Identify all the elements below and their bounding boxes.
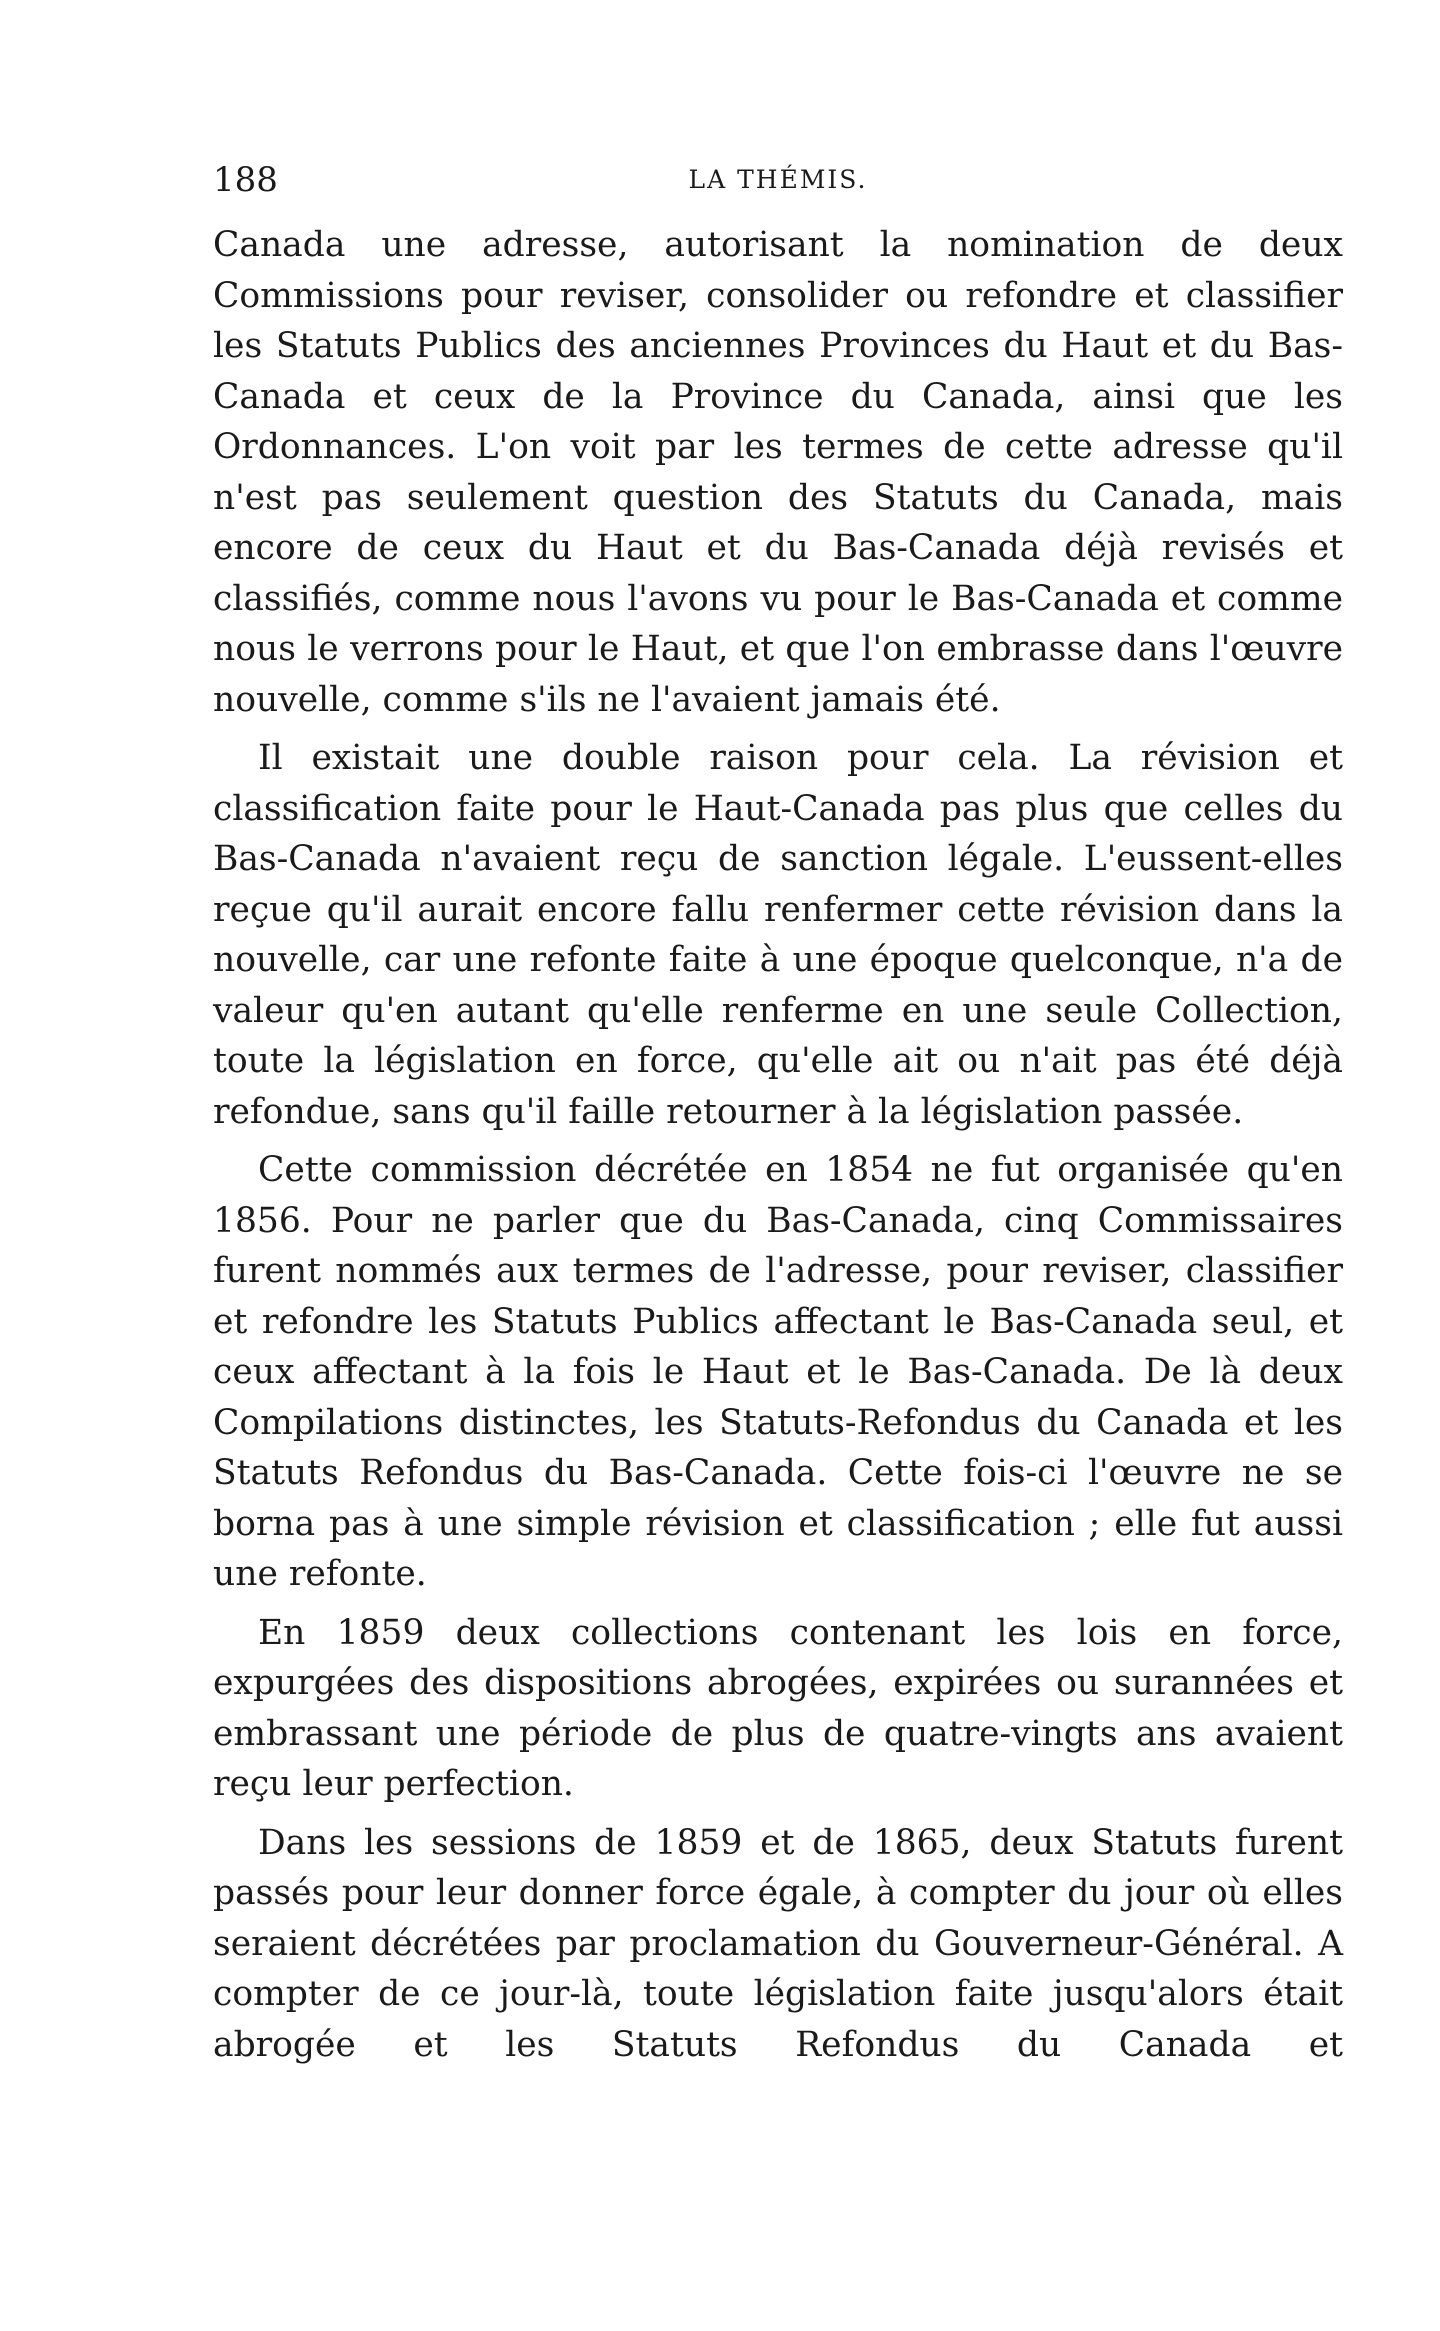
running-head [213, 150, 1343, 210]
paragraph-2: Il existait une double raison pour cela. La révision et classification faite pour le Haut-Canada pas plus que celles du Bas-Canada n'avaient reçu de sanction légale. L'eussent-elles reçue qu'il aurait encore fallu renfermer cette révision dans la nouvelle, car une refonte faite à une époque quelconque, n'a de valeur qu'en autant qu'elle renferme en une seule Collection, toute la législation en force, qu'elle ait ou n'ait pas été déjà refondue, sans qu'il faille retourner à la législation passée. [213, 738, 1343, 1132]
page-number: 188 [213, 160, 278, 200]
paragraph-5: Dans les sessions de 1859 et de 1865, deux Statuts furent passés pour leur donner force égale, à compter du jour où elles seraient décrétées par proclamation du Gouverneur-Général. A compter de ce jour-là, toute législation faite jusqu'alors était abrogée et les Statuts Refondus du Canada et [213, 1822, 1343, 2065]
paragraph-3: Cette commission décrétée en 1854 ne fut organisée qu'en 1856. Pour ne parler que du Bas-Canada, cinq Commissaires furent nommés aux termes de l'adresse, pour reviser, classifier et refondre les Statuts Publics affectant le Bas-Canada seul, et ceux affectant à la fois le Haut et le Bas-Canada. De là deux Compilations distinctes, les Statuts-Refondus du Canada et les Statuts Refondus du Bas-Canada. Cette fois-ci l'œuvre ne se borna pas à une simple révision et classification ; elle fut aussi une refonte. [213, 1150, 1343, 1594]
paragraph-4: En 1859 deux collections contenant les lois en force, expurgées des dispositions abrogées, expirées ou surannées et embrassant une période de plus de quatre-vingts ans avaient reçu leur perfection. [213, 1612, 1343, 1804]
paragraph-1: Canada une adresse, autorisant la nomination de deux Commissions pour reviser, consolider ou refondre et classifier les Statuts Publics des anciennes Provinces du Haut et du Bas-Canada et ceux de la Province du Canada, ainsi que les Ordonnances. L'on voit par les termes de cette adresse qu'il n'est pas seulement question des Statuts du Canada, mais encore de ceux du Haut et du Bas-Canada déjà revisés et classifiés, comme nous l'avons vu pour le Bas-Canada et comme nous le verrons pour le Haut, et que l'on embrasse dans l'œuvre nouvelle, comme s'ils ne l'avaient jamais été. [213, 225, 1343, 720]
document-page [213, 150, 1343, 2078]
running-title: LA THÉMIS. [688, 165, 868, 194]
